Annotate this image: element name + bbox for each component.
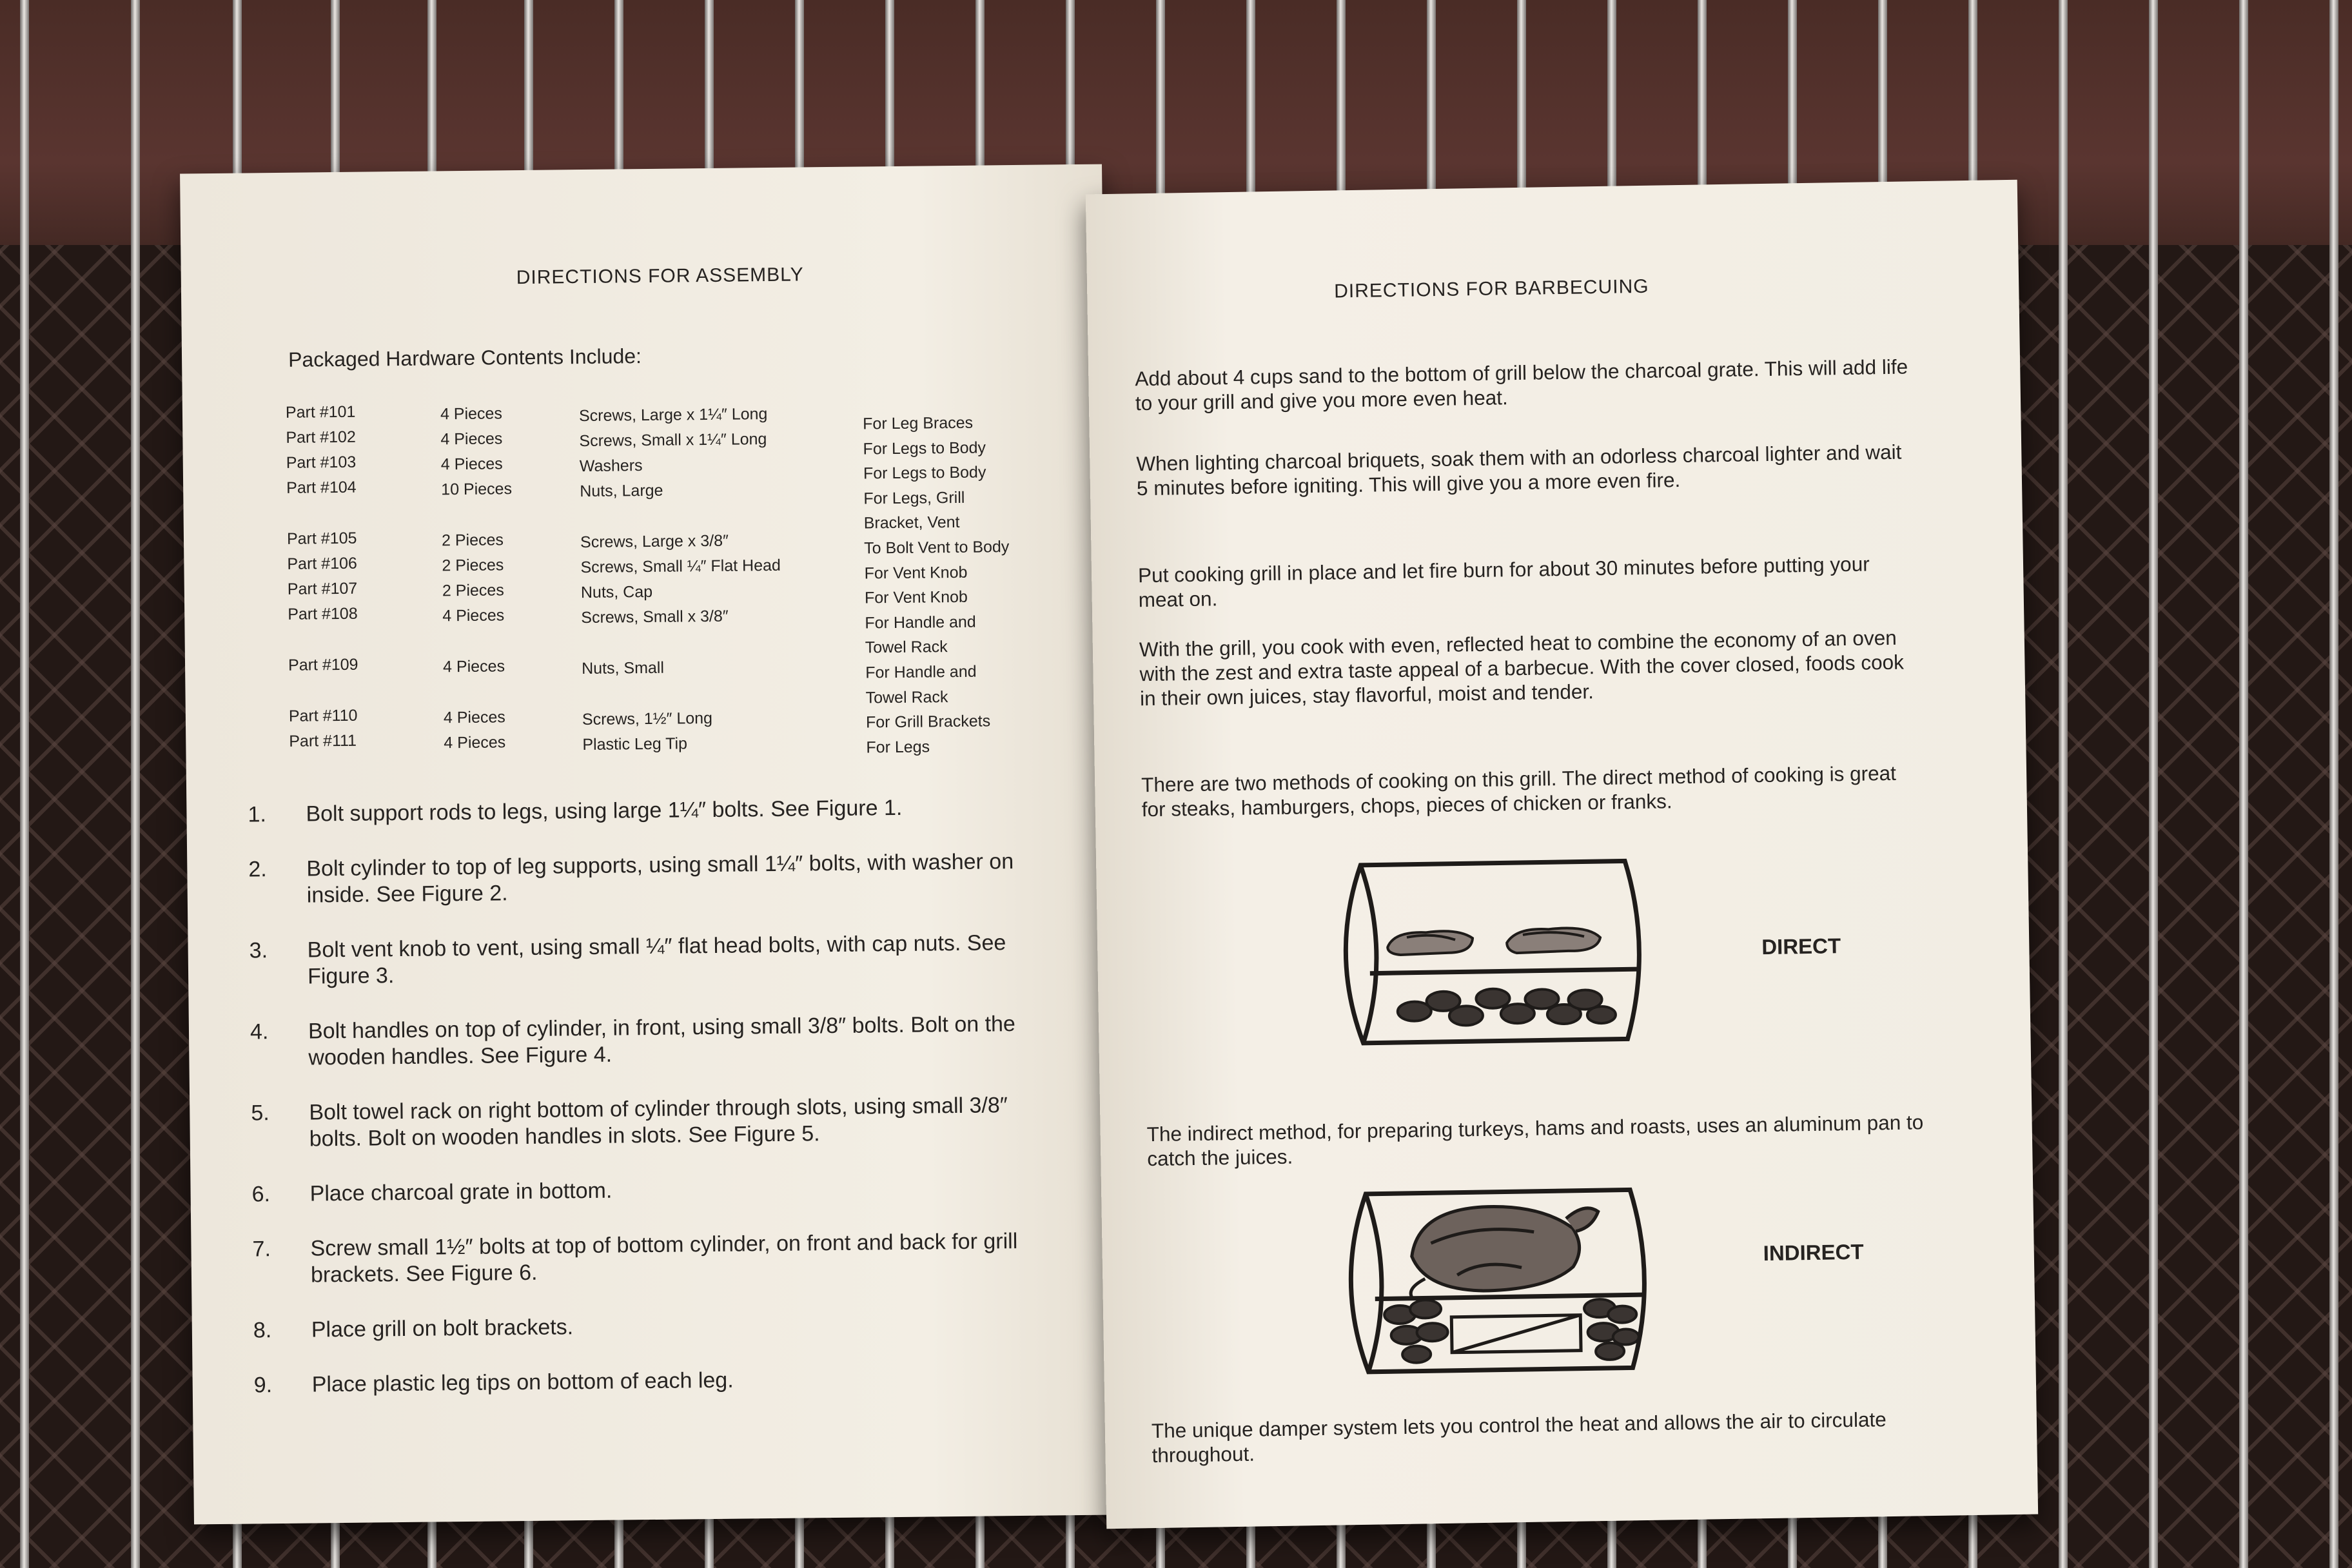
hardware-purpose: For Handle and bbox=[865, 612, 976, 632]
hardware-part: Part #111 bbox=[289, 731, 357, 750]
hardware-part: Part #109 bbox=[288, 655, 358, 674]
hardware-purpose: Towel Rack bbox=[865, 687, 948, 707]
hardware-description: Nuts, Large bbox=[580, 481, 663, 501]
hardware-qty-column bbox=[440, 401, 515, 756]
hardware-qty: 2 Pieces bbox=[442, 556, 504, 575]
step-number: 9. bbox=[253, 1373, 273, 1398]
hardware-purpose: Bracket, Vent bbox=[863, 513, 960, 533]
hardware-purpose: For Legs to Body bbox=[863, 463, 986, 483]
assembly-step bbox=[250, 1011, 1044, 1072]
rack-rod bbox=[2059, 0, 2068, 1568]
step-text: Bolt towel rack on right bottom of cylinder through slots, using small 3/8″ bolts. Bolt on wooden handles in slots. See Figure 5. bbox=[309, 1093, 1008, 1152]
hardware-description: Screws, Small x 1¼″ Long bbox=[579, 430, 767, 451]
right-page bbox=[1086, 180, 2038, 1529]
hardware-description: Nuts, Small bbox=[581, 658, 665, 678]
rack-rod bbox=[20, 0, 29, 1568]
hardware-qty: 4 Pieces bbox=[442, 606, 505, 625]
hardware-purpose: For Vent Knob bbox=[864, 587, 968, 607]
hardware-description: Screws, Small x 3/8″ bbox=[581, 607, 729, 627]
step-text: Bolt handles on top of cylinder, in front, using small 3/8″ bolts. Bolt on the wooden handles. See Figure 4. bbox=[308, 1012, 1016, 1070]
barbecuing-title: DIRECTIONS FOR BARBECUING bbox=[1333, 275, 1649, 302]
rack-rod bbox=[2149, 0, 2158, 1568]
hardware-description: Screws, 1½″ Long bbox=[582, 709, 713, 729]
assembly-step bbox=[252, 1228, 1046, 1289]
hardware-purpose-column bbox=[863, 410, 1012, 760]
hardware-description: Nuts, Cap bbox=[580, 582, 653, 602]
step-number: 2. bbox=[248, 857, 267, 882]
step-number: 7. bbox=[252, 1237, 271, 1262]
direct-cooking-figure bbox=[1322, 853, 1660, 1052]
assembly-step bbox=[253, 1309, 1046, 1344]
hardware-purpose: For Legs bbox=[866, 738, 930, 757]
paragraph-indirect-method: The indirect method, for preparing turkeys, hams and roasts, uses an aluminum pan to catch the juices. bbox=[1146, 1110, 1924, 1171]
indirect-figure-label: INDIRECT bbox=[1763, 1239, 1864, 1266]
hardware-qty: 10 Pieces bbox=[441, 480, 513, 499]
step-text: Place plastic leg tips on bottom of each leg. bbox=[311, 1367, 734, 1397]
hardware-part: Part #105 bbox=[286, 529, 357, 548]
hardware-purpose: For Grill Brackets bbox=[865, 712, 991, 732]
step-text: Place grill on bolt brackets. bbox=[311, 1315, 574, 1342]
assembly-steps bbox=[248, 794, 1047, 1427]
assembly-step bbox=[251, 1173, 1044, 1208]
hardware-purpose: For Legs, Grill bbox=[863, 488, 965, 508]
hardware-purpose: For Leg Braces bbox=[863, 413, 974, 433]
hardware-purpose: Towel Rack bbox=[865, 638, 948, 657]
hardware-description: Screws, Large x 1¼″ Long bbox=[578, 405, 768, 426]
hardware-part: Part #107 bbox=[287, 579, 358, 598]
indirect-cooking-figure bbox=[1327, 1182, 1665, 1380]
assembly-step bbox=[254, 1364, 1047, 1399]
hardware-purpose: For Handle and bbox=[865, 662, 977, 682]
rack-rod bbox=[2239, 0, 2248, 1568]
assembly-step bbox=[249, 930, 1043, 991]
hardware-purpose: For Legs to Body bbox=[863, 438, 986, 458]
paragraph-direct-method: There are two methods of cooking on this grill. The direct method of cooking is great for steaks, hamburgers, chops, pieces of chicken or franks. bbox=[1141, 761, 1897, 821]
step-number: 1. bbox=[248, 802, 267, 827]
paragraph-damper-system: The unique damper system lets you control the heat and allows the air to circulate throughout. bbox=[1151, 1407, 1886, 1467]
hardware-qty: 4 Pieces bbox=[440, 429, 503, 449]
step-number: 3. bbox=[249, 938, 268, 963]
hardware-purpose: To Bolt Vent to Body bbox=[864, 538, 1010, 558]
hardware-qty: 2 Pieces bbox=[441, 531, 504, 550]
rack-rod bbox=[2329, 0, 2338, 1568]
hardware-qty: 4 Pieces bbox=[444, 733, 506, 752]
step-text: Screw small 1½″ bolts at top of bottom cylinder, on front and back for grill brackets. See Figure 6. bbox=[310, 1229, 1018, 1288]
assembly-title: DIRECTIONS FOR ASSEMBLY bbox=[516, 264, 804, 289]
step-number: 5. bbox=[251, 1101, 270, 1126]
hardware-part: Part #108 bbox=[288, 604, 358, 623]
direct-figure-label: DIRECT bbox=[1761, 934, 1841, 959]
paragraph-lighting: When lighting charcoal briquets, soak them with an odorless charcoal lighter and wait 5 minutes before igniting. This will give you a more even fire. bbox=[1136, 440, 1902, 500]
hardware-part: Part #102 bbox=[286, 427, 356, 447]
hardware-description-column bbox=[579, 402, 783, 758]
step-number: 8. bbox=[253, 1318, 272, 1343]
hardware-qty: 4 Pieces bbox=[440, 455, 503, 474]
rack-rod bbox=[131, 0, 140, 1568]
hardware-part-column bbox=[286, 400, 359, 754]
hardware-part: Part #106 bbox=[287, 554, 357, 573]
hardware-qty: 2 Pieces bbox=[442, 581, 504, 600]
hardware-qty: 4 Pieces bbox=[443, 708, 505, 727]
assembly-step bbox=[248, 848, 1042, 910]
hardware-description: Screws, Large x 3/8″ bbox=[580, 531, 729, 552]
paragraph-reflected-heat: With the grill, you cook with even, reflected heat to combine the economy of an oven with the zest and extra taste appeal of a barbecue. With the cover closed, foods cook in their own juices, stay flavorful, moist and tender. bbox=[1139, 625, 1905, 710]
step-text: Bolt cylinder to top of leg supports, using small 1¼″ bolts, with washer on inside. See Figure 2. bbox=[306, 849, 1014, 908]
hardware-heading: Packaged Hardware Contents Include: bbox=[288, 344, 642, 371]
hardware-part: Part #110 bbox=[288, 706, 358, 725]
hardware-description: Screws, Small ¼″ Flat Head bbox=[580, 556, 781, 577]
step-text: Place charcoal grate in bottom. bbox=[309, 1178, 612, 1206]
hardware-qty: 4 Pieces bbox=[440, 404, 503, 424]
hardware-description: Plastic Leg Tip bbox=[582, 734, 688, 754]
hardware-purpose: For Vent Knob bbox=[864, 563, 968, 583]
hardware-part: Part #104 bbox=[286, 478, 357, 497]
hardware-part: Part #101 bbox=[285, 402, 356, 422]
assembly-step bbox=[251, 1092, 1044, 1153]
hardware-part: Part #103 bbox=[286, 453, 357, 472]
hardware-qty: 4 Pieces bbox=[442, 657, 505, 676]
paragraph-sand: Add about 4 cups sand to the bottom of grill below the charcoal grate. This will add life to your grill and give you more even heat. bbox=[1135, 355, 1908, 415]
step-text: Bolt support rods to legs, using large 1¼″ bolts. See Figure 1. bbox=[306, 795, 903, 827]
paragraph-cooking-grill: Put cooking grill in place and let fire burn for about 30 minutes before putting your meat on. bbox=[1137, 552, 1870, 612]
step-number: 6. bbox=[251, 1182, 271, 1207]
hardware-description: Washers bbox=[579, 456, 643, 476]
step-number: 4. bbox=[250, 1019, 269, 1044]
step-text: Bolt vent knob to vent, using small ¼″ flat head bolts, with cap nuts. See Figure 3. bbox=[307, 930, 1006, 989]
assembly-step bbox=[248, 794, 1041, 828]
left-page bbox=[180, 164, 1116, 1525]
